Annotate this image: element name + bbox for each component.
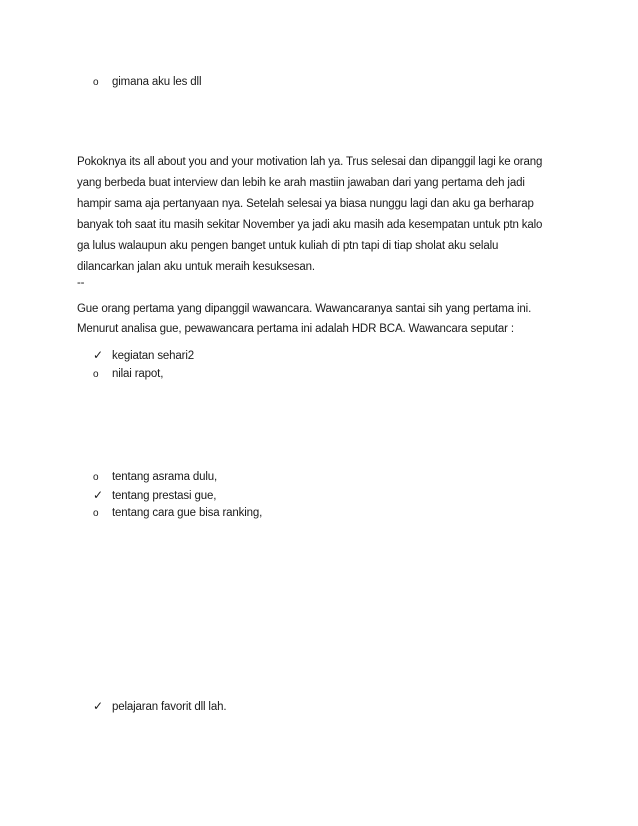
paragraph-line: ga lulus walaupun aku pengen banget untuk kuliah di ptn tapi di tiap sholat aku selalu [77,240,499,252]
list-item-text: pelajaran favorit dll lah. [112,701,227,713]
list-item-text: kegiatan sehari2 [112,350,194,362]
checkmark-icon: ✓ [93,699,103,713]
bullet-circle-icon: o [93,369,99,380]
list-item-text: nilai rapot, [112,368,164,380]
list-item-text: tentang asrama dulu, [112,471,218,483]
bullet-circle-icon: o [93,472,99,483]
list-item-text: gimana aku les dll [112,76,202,88]
paragraph-line: Pokoknya its all about you and your motivation lah ya. Trus selesai dan dipanggil lagi ke orang [77,156,543,168]
list-item [93,347,194,364]
checkmark-icon: ✓ [93,348,103,362]
separator: -- [77,277,85,289]
list-item [93,74,201,91]
list-item-text: tentang cara gue bisa ranking, [112,507,263,519]
list-item [93,487,216,504]
paragraph-line: Menurut analisa gue, pewawancara pertama ini adalah HDR BCA. Wawancara seputar : [77,323,514,335]
paragraph-line: banyak toh saat itu masih sekitar November ya jadi aku masih ada kesempatan untuk ptn kalo [77,219,543,231]
checkmark-icon: ✓ [93,488,103,502]
list-item [93,505,262,522]
list-item [93,469,217,486]
bullet-circle-icon: o [93,77,99,88]
list-item [93,366,163,383]
paragraph-line: yang berbeda buat interview dan lebih ke arah mastiin jawaban dari yang pertama deh jadi [77,177,525,189]
paragraph-line: hampir sama aja pertanyaan nya. Setelah selesai ya biasa nunggu lagi dan aku ga berharap [77,198,534,210]
bullet-circle-icon: o [93,508,99,519]
paragraph-line: dilancarkan jalan aku untuk meraih kesuksesan. [77,261,315,273]
list-item [93,698,226,715]
paragraph-line: Gue orang pertama yang dipanggil wawancara. Wawancaranya santai sih yang pertama ini. [77,303,532,315]
list-item-text: tentang prestasi gue, [112,490,217,502]
